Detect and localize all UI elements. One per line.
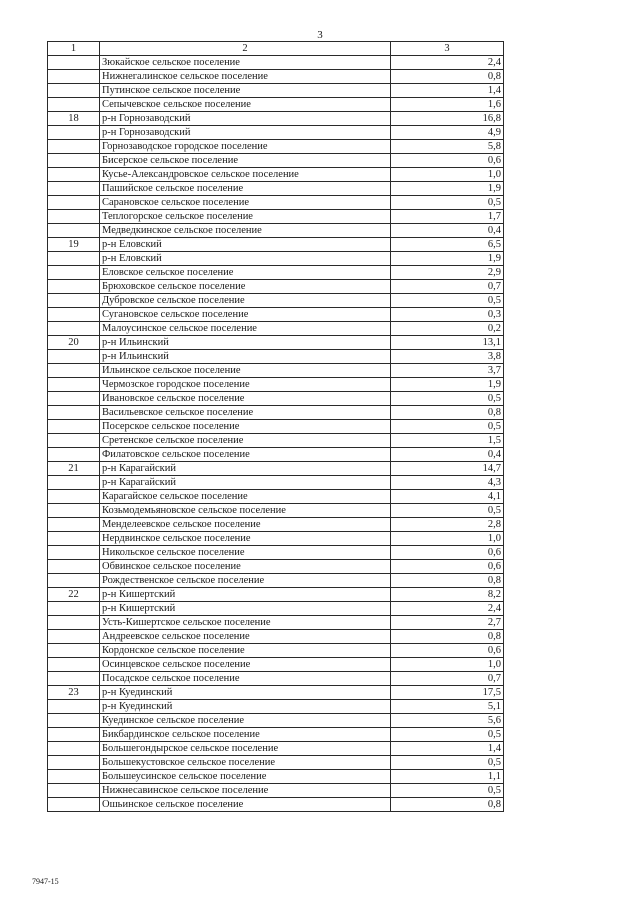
table-row (48, 154, 504, 168)
row-value-cell: 0,6 (391, 154, 504, 168)
column-header-name: 2 (100, 42, 391, 56)
table-row (48, 644, 504, 658)
row-name-cell: Осинцевское сельское поселение (100, 658, 391, 672)
document-table-container (47, 41, 503, 812)
table-row (48, 98, 504, 112)
row-value-cell: 5,1 (391, 700, 504, 714)
row-number-cell (48, 196, 100, 210)
table-row (48, 238, 504, 252)
row-name-cell: Менделеевское сельское поселение (100, 518, 391, 532)
row-number-cell (48, 140, 100, 154)
row-value-cell: 2,7 (391, 616, 504, 630)
row-value-cell: 0,8 (391, 70, 504, 84)
row-value-cell: 0,7 (391, 280, 504, 294)
row-number-cell (48, 770, 100, 784)
row-number-cell (48, 350, 100, 364)
table-row (48, 112, 504, 126)
row-number-cell (48, 434, 100, 448)
row-number-cell (48, 798, 100, 812)
table-row (48, 700, 504, 714)
table-row (48, 476, 504, 490)
row-name-cell: Посадское сельское поселение (100, 672, 391, 686)
row-number-cell (48, 532, 100, 546)
table-row (48, 756, 504, 770)
row-value-cell: 3,7 (391, 364, 504, 378)
row-name-cell: р-н Карагайский (100, 462, 391, 476)
table-row (48, 126, 504, 140)
row-value-cell: 0,4 (391, 224, 504, 238)
row-name-cell: Куединское сельское поселение (100, 714, 391, 728)
row-number-cell (48, 308, 100, 322)
table-row (48, 266, 504, 280)
table-row (48, 434, 504, 448)
table-row (48, 392, 504, 406)
row-number-cell (48, 714, 100, 728)
row-number-cell (48, 56, 100, 70)
table-row (48, 490, 504, 504)
row-name-cell: р-н Кишертский (100, 602, 391, 616)
row-value-cell: 1,0 (391, 658, 504, 672)
row-number-cell (48, 784, 100, 798)
table-row (48, 714, 504, 728)
row-number-cell (48, 168, 100, 182)
table-row (48, 770, 504, 784)
column-header-number: 1 (48, 42, 100, 56)
table-row (48, 630, 504, 644)
row-number-cell: 20 (48, 336, 100, 350)
table-row (48, 84, 504, 98)
row-number-cell: 22 (48, 588, 100, 602)
row-value-cell: 1,4 (391, 742, 504, 756)
row-number-cell (48, 252, 100, 266)
table-row (48, 70, 504, 84)
row-number-cell (48, 266, 100, 280)
row-number-cell (48, 742, 100, 756)
table-row (48, 742, 504, 756)
column-header-value: 3 (391, 42, 504, 56)
table-row (48, 658, 504, 672)
row-name-cell: Филатовское сельское поселение (100, 448, 391, 462)
row-number-cell (48, 224, 100, 238)
row-value-cell: 1,9 (391, 182, 504, 196)
table-row (48, 574, 504, 588)
row-name-cell: Теплогорское сельское поселение (100, 210, 391, 224)
row-name-cell: Нижнегалинское сельское поселение (100, 70, 391, 84)
row-name-cell: Горнозаводское городское поселение (100, 140, 391, 154)
row-name-cell: Кусье-Александровское сельское поселение (100, 168, 391, 182)
row-value-cell: 1,0 (391, 168, 504, 182)
row-value-cell: 2,4 (391, 602, 504, 616)
row-value-cell: 0,2 (391, 322, 504, 336)
row-name-cell: Андреевское сельское поселение (100, 630, 391, 644)
row-name-cell: Обвинское сельское поселение (100, 560, 391, 574)
table-row (48, 686, 504, 700)
row-number-cell (48, 658, 100, 672)
table-body (48, 56, 504, 812)
row-value-cell: 0,6 (391, 560, 504, 574)
table-row (48, 560, 504, 574)
row-name-cell: Большеусинское сельское поселение (100, 770, 391, 784)
row-value-cell: 2,4 (391, 56, 504, 70)
table-row (48, 420, 504, 434)
row-number-cell (48, 378, 100, 392)
table-row (48, 252, 504, 266)
table-row (48, 350, 504, 364)
row-number-cell (48, 70, 100, 84)
table-row (48, 672, 504, 686)
row-value-cell: 4,1 (391, 490, 504, 504)
row-number-cell (48, 644, 100, 658)
row-name-cell: Пашийское сельское поселение (100, 182, 391, 196)
page-number: 3 (317, 29, 323, 41)
row-number-cell (48, 728, 100, 742)
row-name-cell: Ильинское сельское поселение (100, 364, 391, 378)
table-row (48, 364, 504, 378)
row-number-cell (48, 574, 100, 588)
row-value-cell: 3,8 (391, 350, 504, 364)
row-name-cell: р-н Кишертский (100, 588, 391, 602)
row-number-cell (48, 210, 100, 224)
row-number-cell (48, 280, 100, 294)
row-number-cell (48, 518, 100, 532)
row-number-cell: 23 (48, 686, 100, 700)
row-number-cell (48, 126, 100, 140)
table-row (48, 462, 504, 476)
row-name-cell: р-н Горнозаводский (100, 112, 391, 126)
row-number-cell (48, 406, 100, 420)
row-number-cell (48, 182, 100, 196)
row-value-cell: 0,8 (391, 798, 504, 812)
row-name-cell: Сепычевское сельское поселение (100, 98, 391, 112)
row-name-cell: Рождественское сельское поселение (100, 574, 391, 588)
row-number-cell (48, 420, 100, 434)
row-name-cell: Малоусинское сельское поселение (100, 322, 391, 336)
table-row (48, 308, 504, 322)
row-value-cell: 0,5 (391, 756, 504, 770)
row-number-cell (48, 560, 100, 574)
row-value-cell: 13,1 (391, 336, 504, 350)
table-row (48, 322, 504, 336)
row-number-cell (48, 392, 100, 406)
row-number-cell (48, 98, 100, 112)
row-value-cell: 1,7 (391, 210, 504, 224)
row-name-cell: р-н Куединский (100, 686, 391, 700)
row-name-cell: Большегондырское сельское поселение (100, 742, 391, 756)
row-name-cell: Еловское сельское поселение (100, 266, 391, 280)
table-row (48, 616, 504, 630)
row-value-cell: 4,3 (391, 476, 504, 490)
row-name-cell: Дубровское сельское поселение (100, 294, 391, 308)
row-name-cell: Брюховское сельское поселение (100, 280, 391, 294)
row-value-cell: 0,6 (391, 546, 504, 560)
row-value-cell: 1,1 (391, 770, 504, 784)
row-value-cell: 0,5 (391, 392, 504, 406)
row-name-cell: Сарановское сельское поселение (100, 196, 391, 210)
row-name-cell: р-н Горнозаводский (100, 126, 391, 140)
row-name-cell: Васильевское сельское поселение (100, 406, 391, 420)
table-row (48, 504, 504, 518)
table-row (48, 518, 504, 532)
row-value-cell: 5,8 (391, 140, 504, 154)
row-name-cell: Сретенское сельское поселение (100, 434, 391, 448)
row-value-cell: 16,8 (391, 112, 504, 126)
row-value-cell: 0,5 (391, 784, 504, 798)
row-value-cell: 1,4 (391, 84, 504, 98)
table-row (48, 196, 504, 210)
row-name-cell: Ошьинское сельское поселение (100, 798, 391, 812)
row-number-cell (48, 448, 100, 462)
row-number-cell (48, 546, 100, 560)
document-table (47, 41, 504, 812)
row-value-cell: 5,6 (391, 714, 504, 728)
row-value-cell: 0,5 (391, 420, 504, 434)
row-value-cell: 1,0 (391, 532, 504, 546)
row-name-cell: р-н Еловский (100, 238, 391, 252)
row-name-cell: Путинское сельское поселение (100, 84, 391, 98)
row-value-cell: 0,8 (391, 406, 504, 420)
row-number-cell (48, 84, 100, 98)
table-row (48, 532, 504, 546)
table-header-row (48, 42, 504, 56)
row-number-cell (48, 476, 100, 490)
row-name-cell: Чермозское городское поселение (100, 378, 391, 392)
table-row (48, 378, 504, 392)
row-number-cell (48, 700, 100, 714)
row-name-cell: Сугановское сельское поселение (100, 308, 391, 322)
row-value-cell: 0,7 (391, 672, 504, 686)
row-value-cell: 6,5 (391, 238, 504, 252)
row-name-cell: Медведкинское сельское поселение (100, 224, 391, 238)
footer-code: 7947-15 (32, 877, 59, 886)
row-number-cell: 19 (48, 238, 100, 252)
row-name-cell: Бикбардинское сельское поселение (100, 728, 391, 742)
table-row (48, 588, 504, 602)
table-row (48, 798, 504, 812)
table-row (48, 168, 504, 182)
row-value-cell: 0,5 (391, 196, 504, 210)
row-name-cell: Ивановское сельское поселение (100, 392, 391, 406)
row-name-cell: Нижнесавинское сельское поселение (100, 784, 391, 798)
row-name-cell: Зюкайское сельское поселение (100, 56, 391, 70)
row-name-cell: р-н Ильинский (100, 350, 391, 364)
row-value-cell: 14,7 (391, 462, 504, 476)
row-number-cell: 21 (48, 462, 100, 476)
row-value-cell: 0,6 (391, 644, 504, 658)
row-value-cell: 0,5 (391, 504, 504, 518)
row-name-cell: Усть-Кишертское сельское поселение (100, 616, 391, 630)
table-row (48, 336, 504, 350)
row-number-cell (48, 616, 100, 630)
row-name-cell: Кордонское сельское поселение (100, 644, 391, 658)
table-row (48, 56, 504, 70)
row-number-cell (48, 322, 100, 336)
table-row (48, 224, 504, 238)
row-name-cell: Никольское сельское поселение (100, 546, 391, 560)
table-row (48, 182, 504, 196)
table-row (48, 280, 504, 294)
row-name-cell: Бисерское сельское поселение (100, 154, 391, 168)
table-row (48, 728, 504, 742)
table-row (48, 602, 504, 616)
row-number-cell (48, 630, 100, 644)
row-name-cell: р-н Еловский (100, 252, 391, 266)
row-value-cell: 0,3 (391, 308, 504, 322)
row-value-cell: 0,8 (391, 574, 504, 588)
row-name-cell: Нердвинское сельское поселение (100, 532, 391, 546)
row-number-cell (48, 756, 100, 770)
table-row (48, 140, 504, 154)
row-number-cell: 18 (48, 112, 100, 126)
row-value-cell: 0,8 (391, 630, 504, 644)
row-value-cell: 0,5 (391, 728, 504, 742)
row-name-cell: Большекустовское сельское поселение (100, 756, 391, 770)
row-name-cell: Карагайское сельское поселение (100, 490, 391, 504)
row-name-cell: Посерское сельское поселение (100, 420, 391, 434)
row-value-cell: 2,8 (391, 518, 504, 532)
table-row (48, 546, 504, 560)
table-row (48, 784, 504, 798)
table-row (48, 448, 504, 462)
row-number-cell (48, 672, 100, 686)
row-name-cell: р-н Карагайский (100, 476, 391, 490)
row-name-cell: р-н Куединский (100, 700, 391, 714)
row-value-cell: 4,9 (391, 126, 504, 140)
row-number-cell (48, 154, 100, 168)
table-row (48, 294, 504, 308)
row-value-cell: 8,2 (391, 588, 504, 602)
row-value-cell: 1,9 (391, 378, 504, 392)
row-value-cell: 0,4 (391, 448, 504, 462)
row-value-cell: 17,5 (391, 686, 504, 700)
table-row (48, 210, 504, 224)
row-value-cell: 1,9 (391, 252, 504, 266)
row-value-cell: 1,5 (391, 434, 504, 448)
row-name-cell: Козьмодемьяновское сельское поселение (100, 504, 391, 518)
row-number-cell (48, 504, 100, 518)
row-name-cell: р-н Ильинский (100, 336, 391, 350)
row-number-cell (48, 364, 100, 378)
row-value-cell: 0,5 (391, 294, 504, 308)
row-number-cell (48, 490, 100, 504)
table-row (48, 406, 504, 420)
row-number-cell (48, 602, 100, 616)
row-number-cell (48, 294, 100, 308)
row-value-cell: 2,9 (391, 266, 504, 280)
row-value-cell: 1,6 (391, 98, 504, 112)
